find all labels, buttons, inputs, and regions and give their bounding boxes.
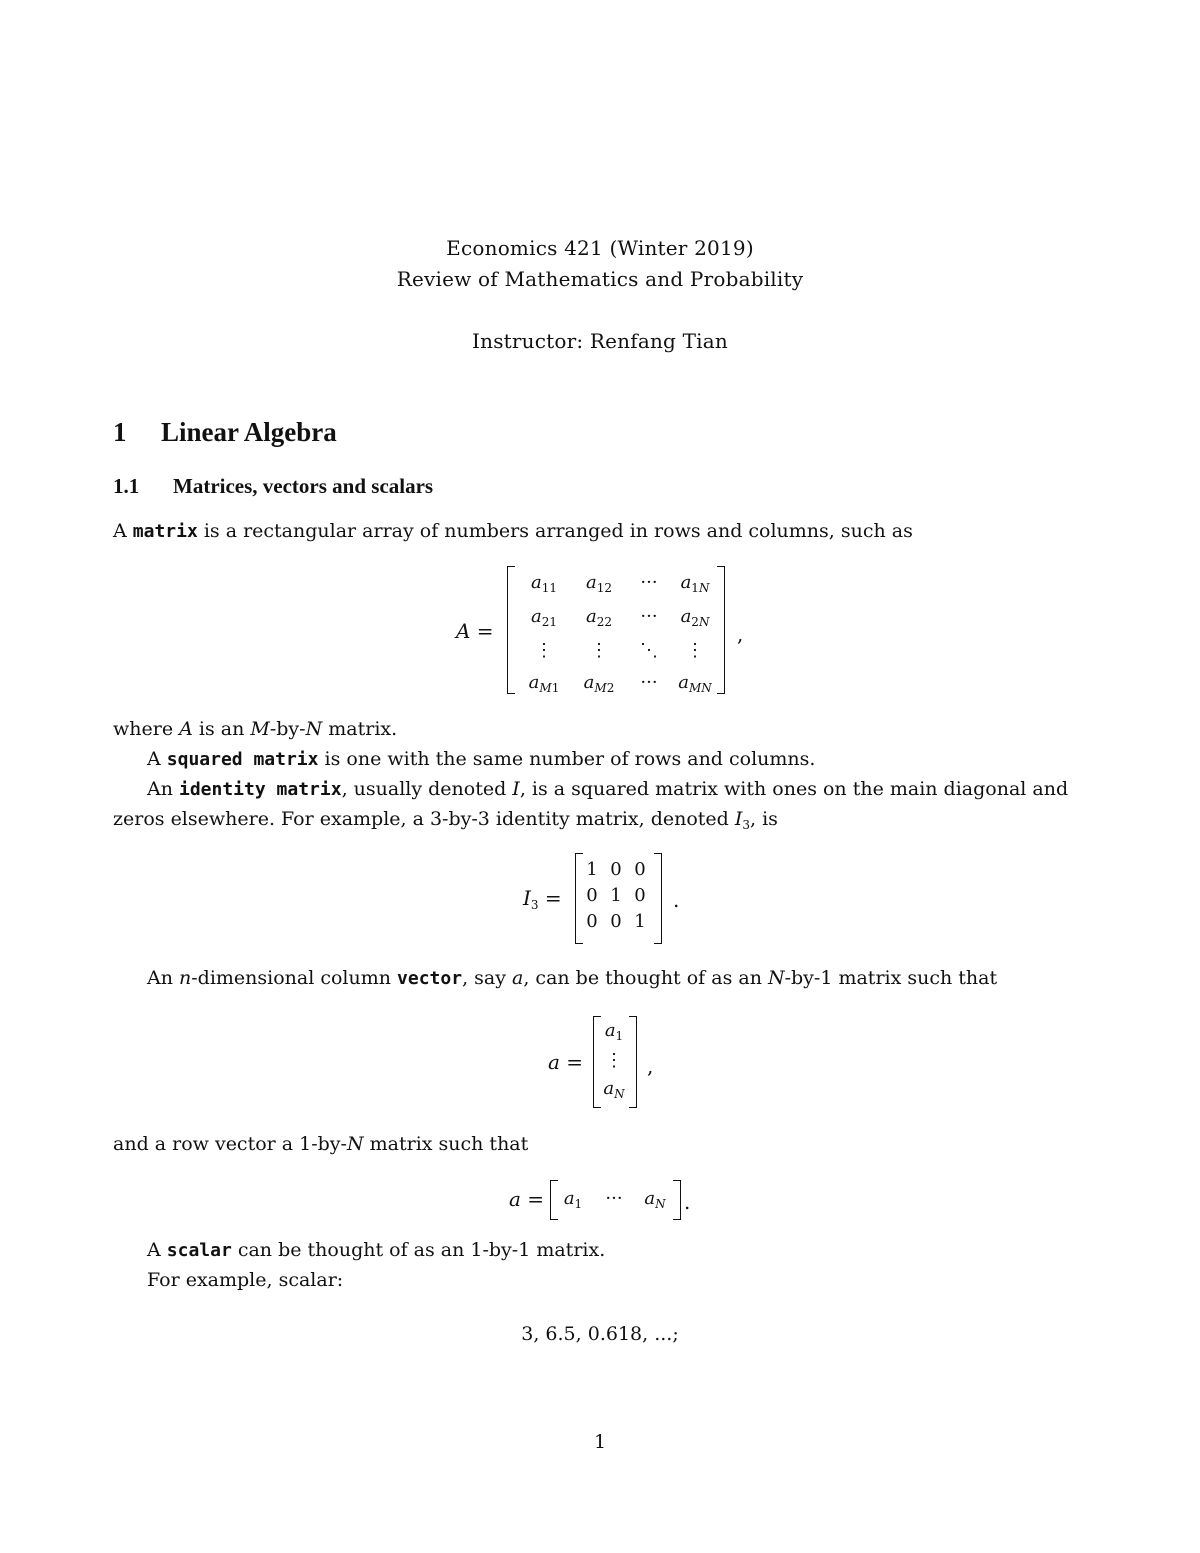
paragraph-scalar: A scalar can be thought of as an 1-by-1 matrix. [147,1239,606,1261]
matrix-I3-body: 1 0 0 0 1 0 0 0 1 [586,859,646,932]
matrix-A-body: $a_{11}$ $a_{12}$ ··· $a_{1N}$ $a_{21}$ $a_{22}$ ··· $a_{2N}$ ⋮ ⋮ ⋱ ⋮ $a_{M1}$ $a_{M2}$ ··· $a_{MN}$ [528,572,712,695]
term-vector: vector [397,968,463,989]
equation-trailing-punct: , [737,622,744,646]
equation-lhs: a = [509,1187,545,1211]
equation-lhs: a = [548,1050,584,1074]
paragraph-where: where A is an M-by-N matrix. [113,718,398,740]
equation-trailing-punct: , [647,1054,654,1078]
equation-lhs: A = [456,619,494,643]
column-vector-body: $a_1$ ⋮ $a_N$ [603,1020,625,1101]
paragraph-column-vector: An n-dimensional column vector, say a, can be thought of as an N-by-1 matrix such that [147,967,998,989]
term-identity-matrix: identity matrix [179,779,342,800]
row-vector-body: $a_1$ ··· $a_N$ [563,1188,666,1211]
subsection-number: 1.1 [113,474,140,498]
paragraph-row-vector: and a row vector a 1-by-N matrix such that [113,1133,529,1155]
term-matrix: matrix [132,521,198,542]
right-bracket [629,1016,637,1108]
equation-lhs: $I_3$ = [523,886,562,912]
equation-trailing-punct: . [684,1190,691,1214]
paragraph-matrix-definition: A matrix is a rectangular array of numbers arranged in rows and columns, such as [113,520,913,542]
right-bracket [654,853,662,944]
course-title: Economics 421 (Winter 2019) [446,236,754,260]
section-number: 1 [113,417,127,447]
equation-scalars: 3, 6.5, 0.618, ...; [521,1323,679,1345]
paragraph-identity-line1: An identity matrix, usually denoted I, is a squared matrix with ones on the main diagonal and [147,778,1069,800]
term-scalar: scalar [166,1240,232,1261]
paragraph-example-scalar: For example, scalar: [147,1269,344,1291]
subsection-heading [113,474,433,499]
right-bracket [717,566,725,694]
paragraph-identity-line2: zeros elsewhere. For example, a 3-by-3 identity matrix, denoted $I_3$, is [113,808,778,832]
section-heading [113,417,337,448]
instructor-line: Instructor: Renfang Tian [472,329,728,353]
page-number: 1 [593,1431,607,1453]
section-title: Linear Algebra [161,417,337,447]
equation-trailing-punct: . [673,888,680,912]
paragraph-squared-matrix: A squared matrix is one with the same number of rows and columns. [147,748,816,770]
right-bracket [673,1180,681,1220]
term-squared-matrix: squared matrix [166,749,319,770]
document-subtitle: Review of Mathematics and Probability [396,267,804,291]
subsection-title: Matrices, vectors and scalars [173,474,434,498]
